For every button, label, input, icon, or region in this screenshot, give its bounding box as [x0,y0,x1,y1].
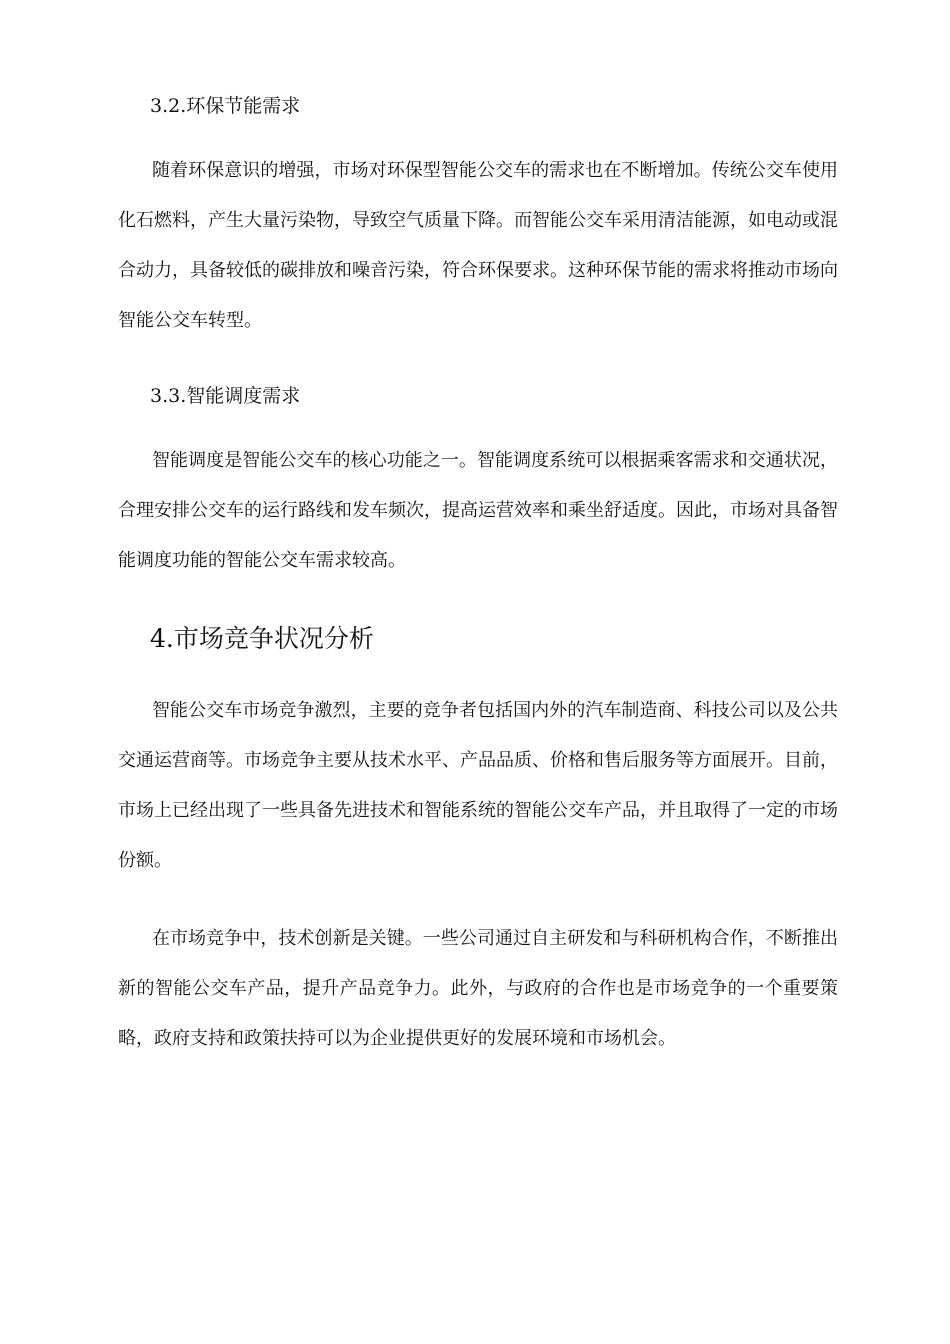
section-heading-3-2: 3.2.环保节能需求 [150,95,301,117]
paragraph-eco-demand: 随着环保意识的增强，市场对环保型智能公交车的需求也在不断增加。传统公交车使用化石燃料，产生大量污染物，导致空气质量下降。而智能公交车采用清洁能源，如电动或混合动力，具备较低的碳排放和噪音污染，符合环保要求。这种环保节能的需求将推动市场向智能公交车转型。 [118,160,838,331]
paragraph-competition-innovation: 在市场竞争中，技术创新是关键。一些公司通过自主研发和与科研机构合作，不断推出新的智能公交车产品，提升产品竞争力。此外，与政府的合作也是市场竞争的一个重要策略，政府支持和政策扶持可以为企业提供更好的发展环境和市场机会。 [118,928,838,1049]
paragraph-competition-overview: 智能公交车市场竞争激烈，主要的竞争者包括国内外的汽车制造商、科技公司以及公共交通运营商等。市场竞争主要从技术水平、产品品质、价格和售后服务等方面展开。目前，市场上已经出现了一些具备先进技术和智能系统的智能公交车产品，并且取得了一定的市场份额。 [118,700,838,871]
paragraph-scheduling-demand: 智能调度是智能公交车的核心功能之一。智能调度系统可以根据乘客需求和交通状况，合理安排公交车的运行路线和发车频次，提高运营效率和乘坐舒适度。因此，市场对具备智能调度功能的智能公交车需求较高。 [118,450,838,571]
section-heading-3-3: 3.3.智能调度需求 [150,385,301,407]
document-body [118,84,838,1092]
section-heading-4: 4.市场竞争状况分析 [150,624,374,653]
